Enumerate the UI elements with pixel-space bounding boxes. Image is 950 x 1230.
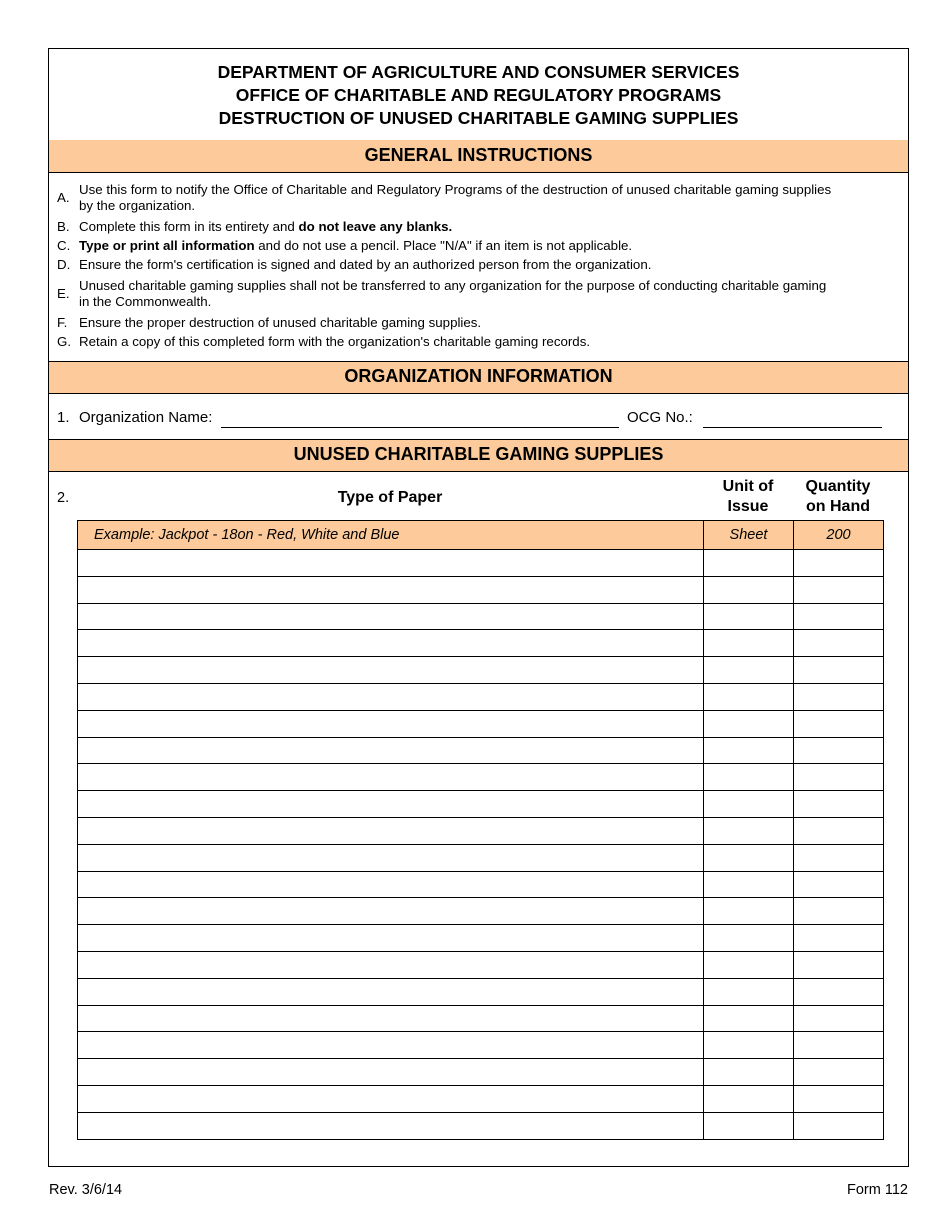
quantity-on-hand-cell[interactable]	[794, 817, 884, 844]
type-of-paper-cell[interactable]	[78, 1059, 704, 1086]
quantity-on-hand-cell[interactable]	[794, 898, 884, 925]
org-name-label: Organization Name:	[79, 409, 213, 426]
type-of-paper-cell[interactable]	[78, 817, 704, 844]
instruction-text-normal: Complete this form in its entirety and	[79, 219, 299, 234]
instruction-a	[57, 182, 887, 216]
instruction-letter: G.	[57, 334, 72, 349]
unit-of-issue-line2: Issue	[727, 498, 769, 515]
instruction-text-line2: in the Commonwealth.	[79, 294, 212, 309]
unit-of-issue-cell[interactable]	[704, 1032, 794, 1059]
table-row	[78, 1112, 884, 1139]
type-of-paper-cell[interactable]	[78, 550, 704, 577]
type-of-paper-cell[interactable]	[78, 683, 704, 710]
table-row	[78, 1005, 884, 1032]
table-row	[78, 550, 884, 577]
unit-of-issue-cell[interactable]	[704, 576, 794, 603]
example-type-cell: Example: Jackpot - 18on - Red, White and Blue	[78, 521, 704, 550]
instruction-text-normal: and do not use a pencil. Place "N/A" if an item is not applicable.	[254, 238, 633, 253]
instruction-text: Retain a copy of this completed form with the organization's charitable gaming records.	[79, 334, 591, 349]
quantity-on-hand-cell[interactable]	[794, 710, 884, 737]
table-row	[78, 630, 884, 657]
instruction-text-bold: Type or print all information	[79, 238, 255, 253]
table-row	[78, 657, 884, 684]
type-of-paper-cell[interactable]	[78, 603, 704, 630]
unit-of-issue-cell[interactable]	[704, 737, 794, 764]
instruction-text	[79, 238, 879, 254]
type-of-paper-cell[interactable]	[78, 1032, 704, 1059]
example-row	[78, 521, 884, 550]
instruction-letter: C.	[57, 238, 71, 253]
ocg-number-field[interactable]	[703, 408, 882, 428]
quantity-on-hand-line2: on Hand	[806, 498, 870, 515]
quantity-on-hand-cell[interactable]	[794, 791, 884, 818]
table-row	[78, 898, 884, 925]
supplies-table-body	[78, 521, 884, 1140]
instruction-text	[79, 278, 879, 310]
quantity-on-hand-cell[interactable]	[794, 925, 884, 952]
instruction-letter: F.	[57, 315, 68, 330]
unit-of-issue-cell[interactable]	[704, 764, 794, 791]
example-unit-cell: Sheet	[704, 521, 794, 550]
supplies-band	[49, 439, 908, 472]
unit-of-issue-cell[interactable]	[704, 630, 794, 657]
header-line-2: OFFICE OF CHARITABLE AND REGULATORY PROGRAMS	[235, 85, 722, 105]
organization-row	[49, 394, 908, 442]
type-of-paper-cell[interactable]	[78, 978, 704, 1005]
quantity-on-hand-cell[interactable]	[794, 683, 884, 710]
type-of-paper-cell[interactable]	[78, 791, 704, 818]
unit-of-issue-cell[interactable]	[704, 710, 794, 737]
organization-information-band	[49, 361, 908, 394]
header-line-1: DEPARTMENT OF AGRICULTURE AND CONSUMER SERVICES	[217, 62, 740, 82]
table-row	[78, 978, 884, 1005]
type-of-paper-cell[interactable]	[78, 1112, 704, 1139]
general-instructions-title: GENERAL INSTRUCTIONS	[364, 145, 593, 165]
unit-of-issue-cell[interactable]	[704, 844, 794, 871]
unit-of-issue-cell[interactable]	[704, 1005, 794, 1032]
quantity-on-hand-cell[interactable]	[794, 871, 884, 898]
supplies-table	[77, 520, 884, 1140]
instruction-text-line1: Unused charitable gaming supplies shall not be transferred to any organization for the purpose of conducting charitable gaming	[79, 278, 827, 293]
instruction-letter: B.	[57, 219, 70, 234]
type-of-paper-cell[interactable]	[78, 657, 704, 684]
supplies-title: UNUSED CHARITABLE GAMING SUPPLIES	[293, 444, 664, 464]
instruction-letter: E.	[57, 286, 70, 301]
unit-of-issue-header	[703, 477, 793, 517]
instruction-text-bold: do not leave any blanks.	[298, 219, 453, 234]
unit-of-issue-cell[interactable]	[704, 791, 794, 818]
instruction-text-line1: Use this form to notify the Office of Charitable and Regulatory Programs of the destruction of unused charitable gaming supplies	[79, 182, 832, 197]
unit-of-issue-cell[interactable]	[704, 925, 794, 952]
type-of-paper-cell[interactable]	[78, 1005, 704, 1032]
instruction-text: Ensure the form's certification is signed and dated by an authorized person from the organization.	[79, 257, 652, 272]
quantity-on-hand-cell[interactable]	[794, 978, 884, 1005]
table-row	[78, 1059, 884, 1086]
table-row	[78, 871, 884, 898]
unit-of-issue-cell[interactable]	[704, 1112, 794, 1139]
example-qty-cell: 200	[794, 521, 884, 550]
revision-date: Rev. 3/6/14	[49, 1182, 123, 1198]
organization-information-title: ORGANIZATION INFORMATION	[344, 366, 613, 386]
supplies-item-number: 2.	[57, 490, 70, 506]
type-of-paper-cell[interactable]	[78, 951, 704, 978]
ocg-number-label: OCG No.:	[627, 409, 693, 426]
unit-of-issue-cell[interactable]	[704, 898, 794, 925]
unit-of-issue-cell[interactable]	[704, 683, 794, 710]
quantity-on-hand-cell[interactable]	[794, 1032, 884, 1059]
type-of-paper-header: Type of Paper	[337, 489, 443, 506]
quantity-on-hand-cell[interactable]	[794, 844, 884, 871]
general-instructions-band	[49, 140, 908, 173]
header-line-3: DESTRUCTION OF UNUSED CHARITABLE GAMING SUPPLIES	[218, 108, 739, 128]
instruction-text	[79, 182, 879, 214]
unit-of-issue-cell[interactable]	[704, 1059, 794, 1086]
type-of-paper-cell[interactable]	[78, 576, 704, 603]
form-number: Form 112	[847, 1182, 908, 1198]
org-name-field[interactable]	[221, 408, 619, 428]
table-row	[78, 683, 884, 710]
unit-of-issue-line1: Unit of	[722, 478, 774, 495]
quantity-on-hand-cell[interactable]	[794, 1085, 884, 1112]
type-of-paper-cell[interactable]	[78, 710, 704, 737]
table-row	[78, 737, 884, 764]
table-row	[78, 603, 884, 630]
org-item-number: 1.	[57, 409, 70, 426]
table-row	[78, 764, 884, 791]
instruction-text: Ensure the proper destruction of unused charitable gaming supplies.	[79, 315, 482, 330]
unit-of-issue-cell[interactable]	[704, 1085, 794, 1112]
instruction-letter: D.	[57, 257, 71, 272]
type-of-paper-cell[interactable]	[78, 898, 704, 925]
instruction-text-line2: by the organization.	[79, 198, 196, 213]
unit-of-issue-cell[interactable]	[704, 951, 794, 978]
table-row	[78, 791, 884, 818]
unit-of-issue-cell[interactable]	[704, 657, 794, 684]
quantity-on-hand-line1: Quantity	[805, 478, 871, 495]
type-of-paper-cell[interactable]	[78, 925, 704, 952]
instruction-letter: A.	[57, 190, 70, 205]
table-row	[78, 925, 884, 952]
form-header	[49, 49, 908, 141]
quantity-on-hand-cell[interactable]	[794, 951, 884, 978]
quantity-on-hand-cell[interactable]	[794, 764, 884, 791]
instruction-e	[57, 278, 887, 312]
instruction-text	[79, 219, 879, 235]
quantity-on-hand-cell[interactable]	[794, 1005, 884, 1032]
quantity-on-hand-header	[793, 477, 883, 517]
unit-of-issue-cell[interactable]	[704, 978, 794, 1005]
table-row	[78, 951, 884, 978]
table-row	[78, 710, 884, 737]
quantity-on-hand-cell[interactable]	[794, 576, 884, 603]
type-of-paper-cell[interactable]	[78, 764, 704, 791]
quantity-on-hand-cell[interactable]	[794, 630, 884, 657]
quantity-on-hand-cell[interactable]	[794, 657, 884, 684]
unit-of-issue-cell[interactable]	[704, 871, 794, 898]
quantity-on-hand-cell[interactable]	[794, 1059, 884, 1086]
table-row	[78, 1085, 884, 1112]
table-row	[78, 576, 884, 603]
quantity-on-hand-cell[interactable]	[794, 603, 884, 630]
unit-of-issue-cell[interactable]	[704, 603, 794, 630]
type-of-paper-cell[interactable]	[78, 871, 704, 898]
quantity-on-hand-cell[interactable]	[794, 1112, 884, 1139]
form-frame	[48, 48, 909, 1167]
type-of-paper-cell[interactable]	[78, 737, 704, 764]
table-row	[78, 844, 884, 871]
table-row	[78, 817, 884, 844]
table-row	[78, 1032, 884, 1059]
unit-of-issue-cell[interactable]	[704, 817, 794, 844]
quantity-on-hand-cell[interactable]	[794, 737, 884, 764]
quantity-on-hand-cell[interactable]	[794, 550, 884, 577]
type-of-paper-cell[interactable]	[78, 630, 704, 657]
type-of-paper-cell[interactable]	[78, 1085, 704, 1112]
type-of-paper-cell[interactable]	[78, 844, 704, 871]
unit-of-issue-cell[interactable]	[704, 550, 794, 577]
